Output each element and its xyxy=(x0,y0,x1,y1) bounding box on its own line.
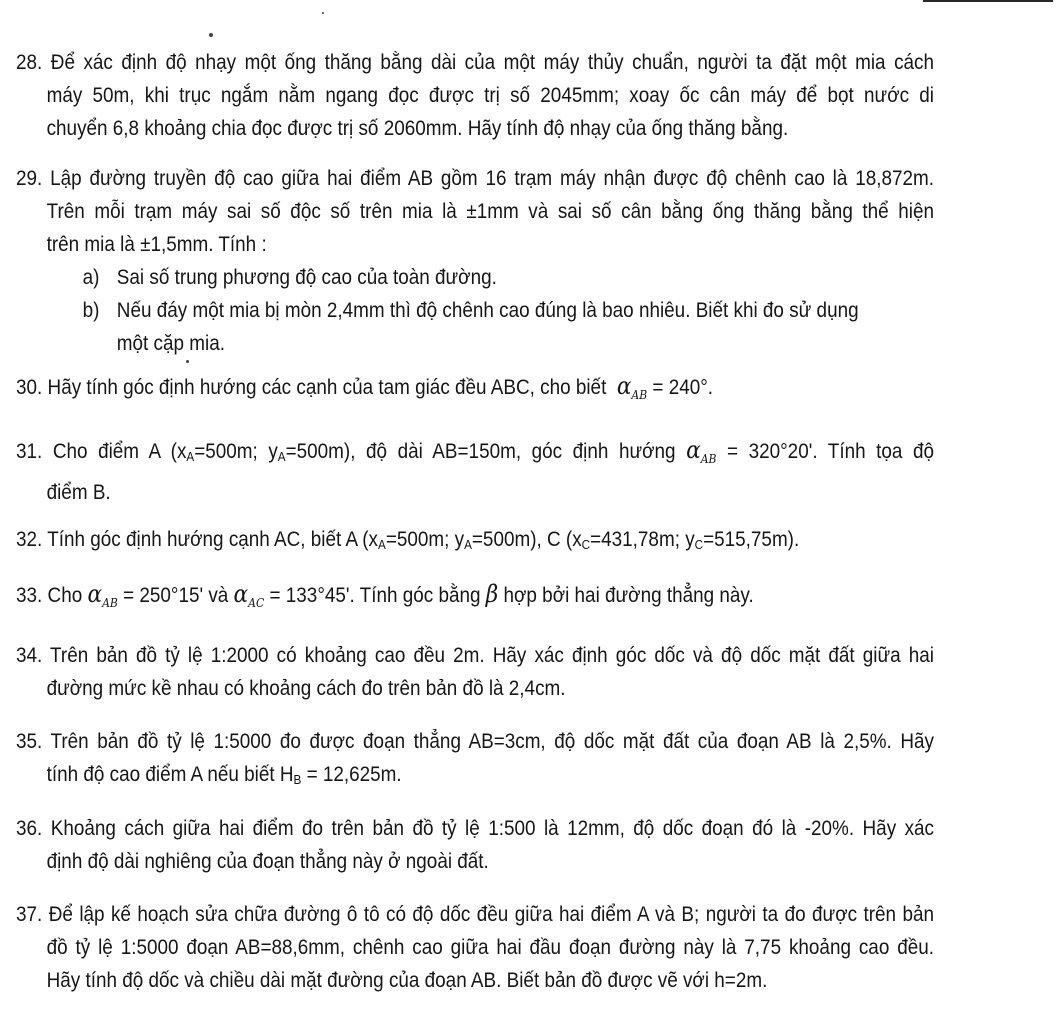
problem-37-line-3: Hãy tính độ dốc và chiều dài mặt đường của đoạn AB. Biết bản đồ được vẽ với h=2m. xyxy=(46,969,768,992)
scan-speck xyxy=(186,360,189,363)
problem-28-line-2: máy 50m, khi trục ngắm nằm ngang đọc được trị số 2045mm; xoay ốc cân máy để bọt nước di xyxy=(46,84,935,107)
problem-31-line-2: điểm B. xyxy=(46,481,111,504)
problem-29 xyxy=(16,162,934,360)
problem-36 xyxy=(16,812,934,878)
problem-29-line-2: Trên mỗi trạm máy sai số độc số trên mia là ±1mm và sai số cân bằng ống thăng bằng thể hiện xyxy=(46,200,935,223)
problem-28-line-1: 28. Để xác định độ nhạy một ống thăng bằng dài của một máy thủy chuẩn, người ta đặt một mia cách xyxy=(16,51,934,74)
problem-32-line-1: 32. Tính góc định hướng cạnh AC, biết A ($x_A=500m$; $y_A=500m$), C ($x_C=431,78m$; $y_C=515,75m$). xyxy=(16,528,800,552)
problem-32 xyxy=(16,523,934,561)
problem-34-line-2: đường mức kề nhau có khoảng cách đo trên bản đồ là 2,4cm. xyxy=(46,677,566,700)
problem-28 xyxy=(16,46,934,145)
alpha-symbol: α xyxy=(87,580,103,608)
problem-36-line-2: định độ dài nghiêng của đoạn thẳng này ở ngoài đất. xyxy=(46,850,489,873)
problem-29-subitem-b-line-2: một cặp mia. xyxy=(116,332,225,355)
problem-number: 30. xyxy=(16,376,43,399)
problem-29-line-3: trên mia là ±1,5mm. Tính : xyxy=(46,233,267,256)
problem-33 xyxy=(16,578,934,620)
problem-29-line-1: 29. Lập đường truyền độ cao giữa hai điểm AB gồm 16 trạm máy nhận được độ chênh cao là 18,872m. xyxy=(16,167,935,190)
problem-29-subitem-a: a) Sai số trung phương độ cao của toàn đường. xyxy=(82,266,497,289)
alpha-symbol: α xyxy=(686,436,701,464)
problem-36-line-1: 36. Khoảng cách giữa hai điểm đo trên bản đồ tỷ lệ 1:500 là 12mm, độ dốc đoạn đó là -20%. Hãy xác xyxy=(16,817,934,840)
problem-34-line-1: 34. Trên bản đồ tỷ lệ 1:2000 có khoảng cao đều 2m. Hãy xác định góc dốc và độ dốc mặt đất giữa hai xyxy=(16,644,934,667)
alpha-symbol: α xyxy=(233,580,249,608)
problem-number: 33. xyxy=(16,584,43,607)
beta-symbol: β xyxy=(485,580,499,608)
problem-37 xyxy=(16,898,934,997)
problem-number: 28. xyxy=(16,51,43,74)
problem-30-line-1: 30. Hãy tính góc định hướng các cạnh của tam giác đều ABC, cho biết $\alpha_{AB} = 240^\circ$. xyxy=(16,372,714,402)
problem-35-line-1: 35. Trên bản đồ tỷ lệ 1:5000 đo được đoạn thẳng AB=3cm, độ dốc mặt đất của đoạn AB là 2,5%. Hãy xyxy=(16,730,934,753)
problem-35-line-2: tính độ cao điểm A nếu biết $H_B = 12,625m$. xyxy=(46,763,402,787)
problem-number: 31. xyxy=(16,440,43,463)
problem-number: 34. xyxy=(16,644,43,667)
problem-number: 36. xyxy=(16,817,43,840)
problem-31 xyxy=(16,434,934,509)
problem-37-line-1: 37. Để lập kế hoạch sửa chữa đường ô tô có độ dốc đều giữa hai điểm A và B; người ta đo được trên bản xyxy=(16,903,934,926)
scan-speck xyxy=(322,12,324,14)
problem-number: 29. xyxy=(16,167,43,190)
scan-speck xyxy=(209,33,213,37)
problem-34 xyxy=(16,639,934,705)
problem-35 xyxy=(16,725,934,796)
problem-31-line-1: 31. Cho điểm A ($x_A=500m$; $y_A=500m$), độ dài AB=150m, góc định hướng $\alpha_{AB} = 320^\circ 20'$. Tính tọa độ xyxy=(16,436,934,466)
problem-28-line-3: chuyển 6,8 khoảng chia đọc được trị số 2060mm. Hãy tính độ nhạy của ống thăng bằng. xyxy=(46,117,789,140)
problem-33-line-1: 33. Cho $\alpha_{AB} = 250^\circ 15'$ và $\alpha_{AC} = 133^\circ 45'$. Tính góc bằng β hợp bởi hai đường thẳng này. xyxy=(16,580,754,610)
problem-30 xyxy=(16,370,934,412)
problem-number: 35. xyxy=(16,730,43,753)
problem-29-subitem-b: b) Nếu đáy một mia bị mòn 2,4mm thì độ chênh cao đúng là bao nhiêu. Biết khi đo sử dụng xyxy=(82,299,859,322)
problem-number: 37. xyxy=(16,903,43,926)
problem-number: 32. xyxy=(16,528,43,551)
alpha-symbol: α xyxy=(616,372,632,400)
problem-37-line-2: đồ tỷ lệ 1:5000 đoạn AB=88,6mm, chênh cao giữa hai đầu đoạn đường này là 7,75 khoảng cao đều. xyxy=(46,936,935,959)
